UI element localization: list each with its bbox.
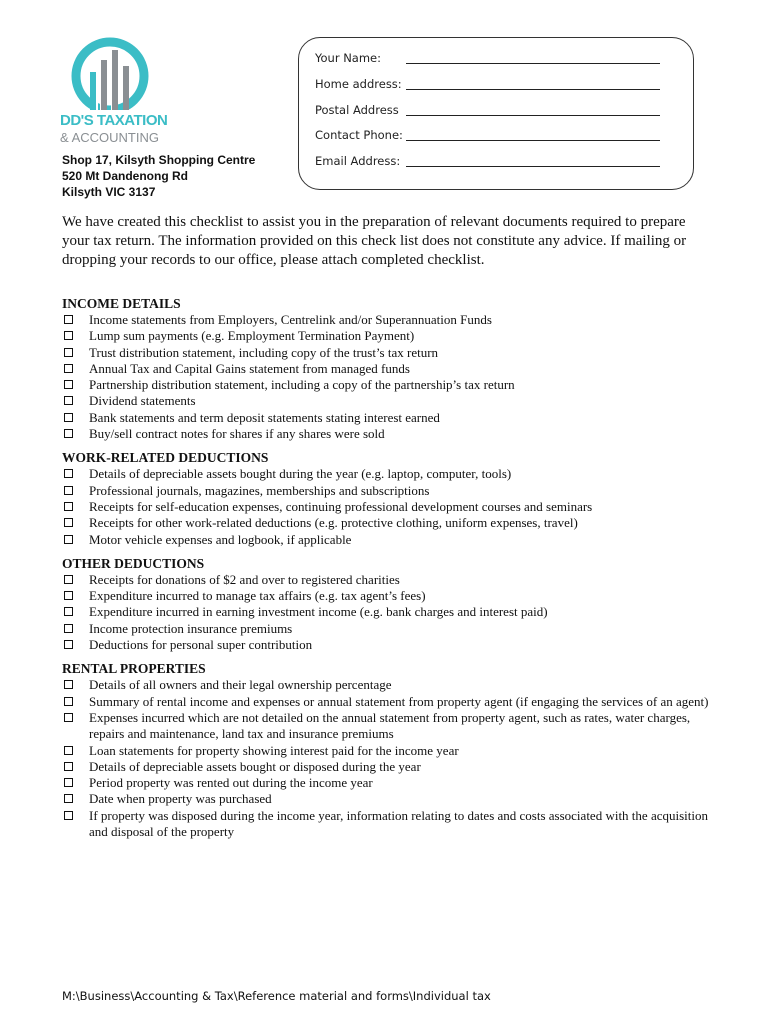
- checkbox[interactable]: [64, 794, 73, 803]
- brand-name: DD'S TAXATION: [60, 112, 168, 129]
- address-line-2: 520 Mt Dandenong Rd: [62, 169, 189, 183]
- section-rental-properties: [62, 661, 722, 840]
- checklist-item: Motor vehicle expenses and logbook, if applicable: [62, 532, 722, 548]
- section-heading: RENTAL PROPERTIES: [62, 661, 206, 677]
- checklist-item: Dividend statements: [62, 393, 722, 409]
- field-line[interactable]: [406, 89, 660, 90]
- checkbox[interactable]: [64, 624, 73, 633]
- checkbox[interactable]: [64, 331, 73, 340]
- checklist-item: Buy/sell contract notes for shares if any shares were sold: [62, 426, 722, 442]
- section-heading: WORK-RELATED DEDUCTIONS: [62, 450, 269, 466]
- office-address: [62, 152, 255, 200]
- checklist-item: Details of all owners and their legal ownership percentage: [62, 677, 722, 693]
- checkbox[interactable]: [64, 713, 73, 722]
- checkbox[interactable]: [64, 348, 73, 357]
- checkbox[interactable]: [64, 315, 73, 324]
- checklist-item: Income statements from Employers, Centrelink and/or Superannuation Funds: [62, 312, 722, 328]
- field-postal-address[interactable]: [315, 103, 399, 117]
- field-label: Postal Address: [315, 103, 399, 117]
- checkbox[interactable]: [64, 518, 73, 527]
- checkbox[interactable]: [64, 746, 73, 755]
- checklist-item: Date when property was purchased: [62, 791, 722, 807]
- checkbox[interactable]: [64, 413, 73, 422]
- address-line-3: Kilsyth VIC 3137: [62, 185, 156, 199]
- field-your-name[interactable]: [315, 51, 381, 65]
- checkbox[interactable]: [64, 535, 73, 544]
- checklist-item: Receipts for donations of $2 and over to registered charities: [62, 572, 722, 588]
- section-heading: OTHER DEDUCTIONS: [62, 555, 205, 571]
- checkbox[interactable]: [64, 640, 73, 649]
- checklist-item: Details of depreciable assets bought or disposed during the year: [62, 759, 722, 775]
- field-line[interactable]: [406, 140, 660, 141]
- checkbox[interactable]: [64, 380, 73, 389]
- checkbox[interactable]: [64, 469, 73, 478]
- checklist-item: Expenditure incurred in earning investment income (e.g. bank charges and interest paid): [62, 604, 722, 620]
- checklist: [62, 296, 722, 848]
- checklist-item: Income protection insurance premiums: [62, 621, 722, 637]
- checklist-item: Trust distribution statement, including copy of the trust’s tax return: [62, 345, 722, 361]
- checkbox[interactable]: [64, 364, 73, 373]
- checklist-item: Annual Tax and Capital Gains statement from managed funds: [62, 361, 722, 377]
- section-heading: INCOME DETAILS: [62, 296, 181, 311]
- field-label: Home address:: [315, 77, 402, 91]
- field-contact-phone[interactable]: [315, 128, 403, 142]
- checklist-item: Loan statements for property showing interest paid for the income year: [62, 743, 722, 759]
- checkbox[interactable]: [64, 607, 73, 616]
- field-line[interactable]: [406, 63, 660, 64]
- checklist-item: If property was disposed during the income year, information relating to dates and costs associated with the acquisition and disposal of the property: [62, 808, 722, 841]
- checkbox[interactable]: [64, 811, 73, 820]
- field-line[interactable]: [406, 166, 660, 167]
- field-line[interactable]: [406, 115, 660, 116]
- section-work-related-deductions: [62, 450, 722, 547]
- checkbox[interactable]: [64, 778, 73, 787]
- field-email-address[interactable]: [315, 154, 400, 168]
- checkbox[interactable]: [64, 396, 73, 405]
- field-label: Your Name:: [315, 51, 382, 65]
- checkbox[interactable]: [64, 486, 73, 495]
- checklist-item: Deductions for personal super contribution: [62, 637, 722, 653]
- field-label: Contact Phone:: [315, 128, 403, 142]
- intro-paragraph: We have created this checklist to assist you in the preparation of relevant documents required to prepare your tax return. The information provided on this check list does not constitute any advice. If mailing or dropping your records to our office, please attach completed checklist.: [62, 214, 687, 268]
- checkbox[interactable]: [64, 697, 73, 706]
- checklist-item: Professional journals, magazines, memberships and subscriptions: [62, 483, 722, 499]
- address-line-1: Shop 17, Kilsyth Shopping Centre: [62, 153, 256, 167]
- checkbox[interactable]: [64, 502, 73, 511]
- checklist-item: Details of depreciable assets bought during the year (e.g. laptop, computer, tools): [62, 466, 722, 482]
- contact-details-box: [298, 37, 694, 190]
- checklist-item: Period property was rented out during the income year: [62, 775, 722, 791]
- checklist-item: Receipts for self-education expenses, continuing professional development courses and seminars: [62, 499, 722, 515]
- checklist-item: Expenses incurred which are not detailed on the annual statement from property agent, such as rates, water charges, repairs and maintenance, land tax and insurance premiums: [62, 710, 722, 743]
- field-home-address[interactable]: [315, 77, 402, 91]
- checklist-item: Partnership distribution statement, including a copy of the partnership’s tax return: [62, 377, 722, 393]
- brand-subname: & ACCOUNTING: [60, 130, 159, 145]
- checkbox[interactable]: [64, 762, 73, 771]
- checklist-item: Bank statements and term deposit statements stating interest earned: [62, 410, 722, 426]
- section-other-deductions: [62, 556, 722, 653]
- checkbox[interactable]: [64, 575, 73, 584]
- field-label: Email Address:: [315, 154, 401, 168]
- checkbox[interactable]: [64, 429, 73, 438]
- file-path-footer: M:\Business\Accounting & Tax\Reference material and forms\Individual tax: [62, 989, 491, 1003]
- section-income-details: [62, 296, 722, 442]
- checklist-item: Expenditure incurred to manage tax affairs (e.g. tax agent’s fees): [62, 588, 722, 604]
- checklist-item: Summary of rental income and expenses or annual statement from property agent (if engaging the services of an agent): [62, 694, 722, 710]
- checklist-item: Receipts for other work-related deductions (e.g. protective clothing, uniform expenses, travel): [62, 515, 722, 531]
- checkbox[interactable]: [64, 680, 73, 689]
- checklist-item: Lump sum payments (e.g. Employment Termination Payment): [62, 328, 722, 344]
- checkbox[interactable]: [64, 591, 73, 600]
